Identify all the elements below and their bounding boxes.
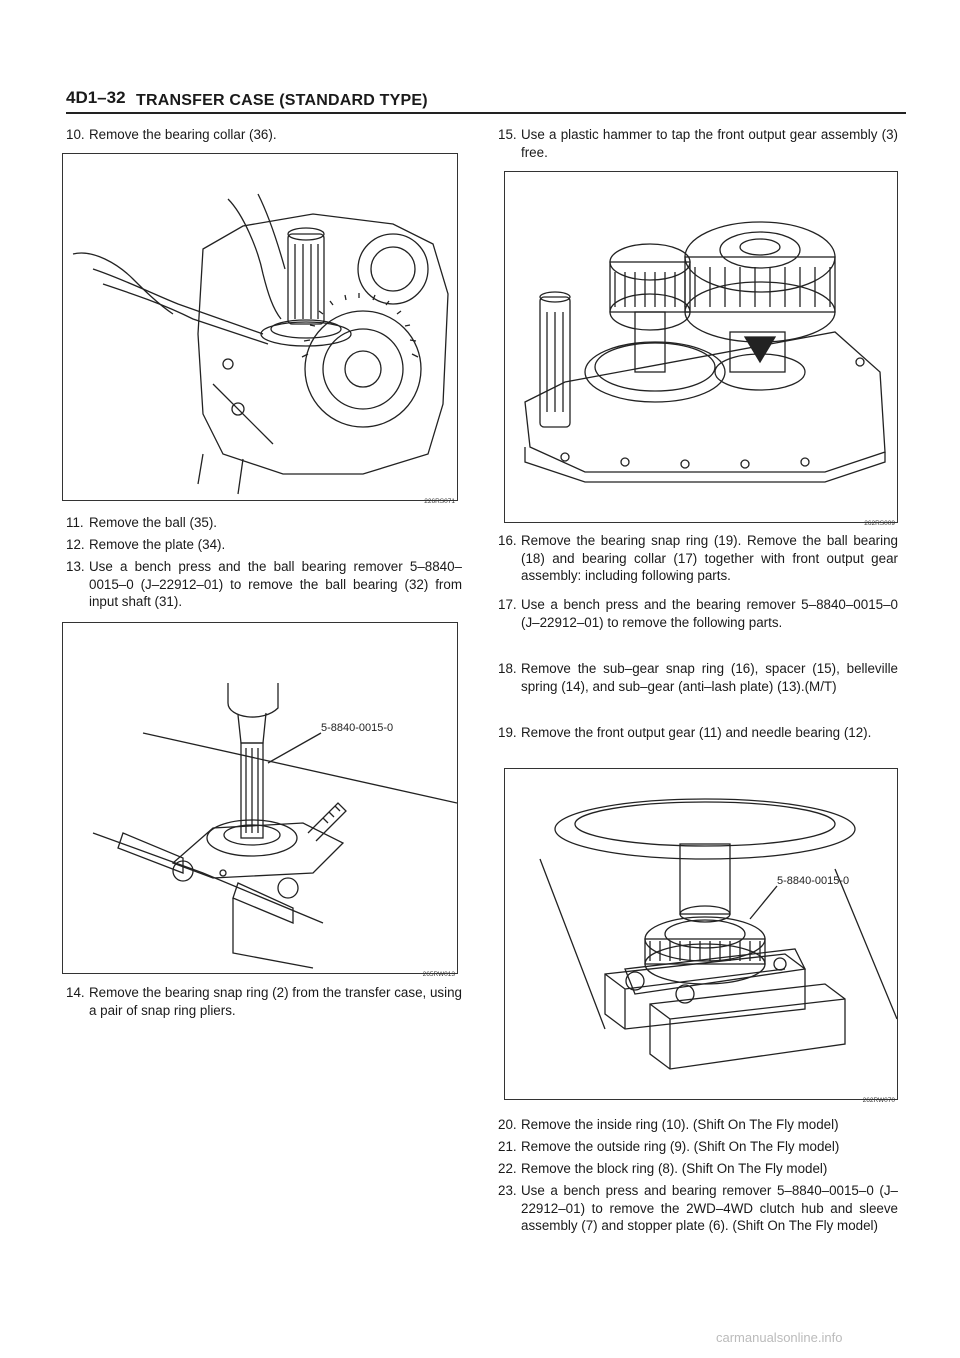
step-11: 11. Remove the ball (35). <box>66 515 218 530</box>
step-12: 12. Remove the plate (34). <box>66 537 226 552</box>
step-13: 13. Use a bench press and the ball bearing remover 5–8840–0015–0 (J–22912–01) to remove the ball bearing (32) from input shaft (31). <box>66 559 462 609</box>
watermark: carmanualsonline.info <box>716 1330 843 1345</box>
left-column <box>66 126 462 1026</box>
illustration-bearing-remover <box>63 623 457 973</box>
section-title: TRANSFER CASE (STANDARD TYPE) <box>136 92 428 109</box>
page-number: 4D1–32 <box>66 88 126 107</box>
step-20: 20. Remove the inside ring (10). (Shift On The Fly model) <box>498 1117 839 1132</box>
figure-ball-bearing-remover <box>62 622 458 978</box>
step-15: 15. Use a plastic hammer to tap the front output gear assembly (3) free. <box>498 127 898 160</box>
illustration-bearing-collar <box>63 154 457 500</box>
illustration-front-output-gear <box>505 172 897 522</box>
figure-code: 265RW013 <box>422 970 455 978</box>
step-10: 10. Remove the bearing collar (36). <box>66 127 277 142</box>
figure-code: 262RW070 <box>862 1096 895 1104</box>
step-22: 22. Remove the block ring (8). (Shift On The Fly model) <box>498 1161 828 1176</box>
header-rule <box>66 112 906 114</box>
illustration-bench-press <box>505 769 897 1099</box>
step-23: 23. Use a bench press and bearing remover 5–8840–0015–0 (J–22912–01) to remove the 2WD–4WD clutch hub and sleeve assembly (7) and stopper plate (6). (Shift On The Fly model) <box>498 1183 898 1233</box>
step-16: 16. Remove the bearing snap ring (19). Remove the ball bearing (18) and bearing collar (17) together with front output gear assembly: including following parts. <box>498 533 898 583</box>
figure-front-output-gear <box>504 171 898 527</box>
tool-callout: 5-8840-0015-0 <box>777 875 850 887</box>
step-14: 14. Remove the bearing snap ring (2) from the transfer case, using a pair of snap ring pliers. <box>66 985 462 1018</box>
step-18: 18. Remove the sub–gear snap ring (16), spacer (15), belleville spring (14), and sub–gear (anti–lash plate) (13).(M/T) <box>498 661 898 694</box>
step-21: 21. Remove the outside ring (9). (Shift On The Fly model) <box>498 1139 840 1154</box>
step-19: 19. Remove the front output gear (11) and needle bearing (12). <box>498 725 872 740</box>
figure-code: 262RS009 <box>864 519 895 527</box>
right-column <box>498 126 898 1326</box>
figure-bearing-collar <box>62 153 458 505</box>
figure-code: 226RS071 <box>424 497 455 505</box>
step-17: 17. Use a bench press and the bearing remover 5–8840–0015–0 (J–22912–01) to remove the following parts. <box>498 597 898 630</box>
figure-bench-press <box>504 768 898 1104</box>
tool-callout: 5-8840-0015-0 <box>321 722 394 734</box>
